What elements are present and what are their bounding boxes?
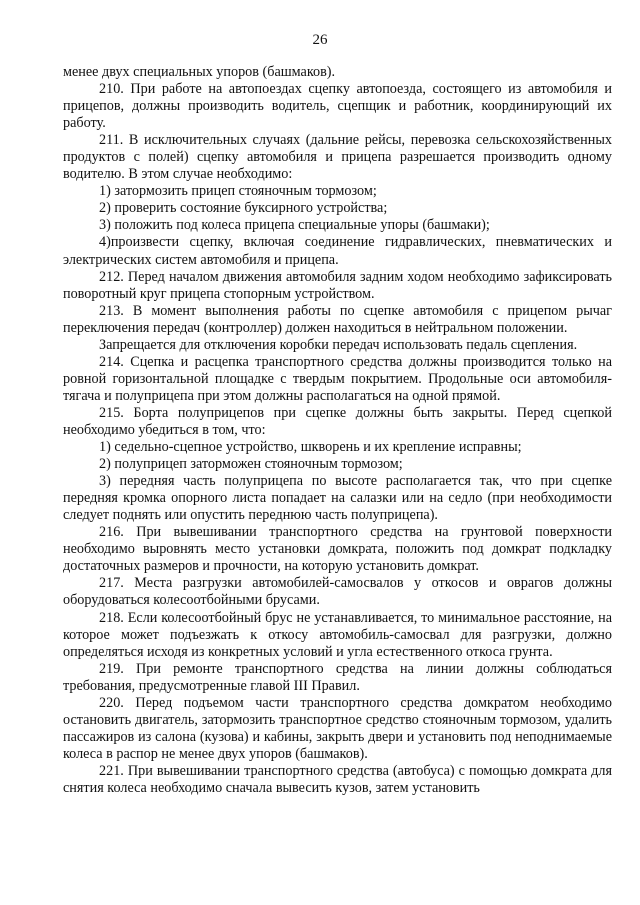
- list-item-215-2: 2) полуприцеп заторможен стояночным тормозом;: [99, 456, 403, 473]
- list-item-211-1: 1) затормозить прицеп стояночным тормозом;: [99, 183, 377, 200]
- paragraph-210: 210. При работе на автопоездах сцепку автопоезда, состоящего из автомобиля и прицепов, должны производить водитель, сцепщик и работник, координирующий их работу.: [63, 81, 612, 132]
- list-item-211-4: 4)произвести сцепку, включая соединение гидравлических, пневматических и электрических систем автомобиля и прицепа.: [63, 234, 612, 268]
- paragraph-218: 218. Если колесоотбойный брус не устанавливается, то минимальное расстояние, на которое может подъезжать к откосу автомобиль-самосвал для разгрузки, должно определяться исходя из конкретных условий и угла естественного откоса грунта.: [63, 609, 612, 660]
- document-body: [63, 64, 612, 797]
- paragraph-213: 213. В момент выполнения работы по сцепке автомобиля с прицепом рычаг переключения передач (контроллер) должен находиться в нейтральном положении.: [63, 302, 612, 336]
- list-item-215-1: 1) седельно-сцепное устройство, шкворень и их крепление исправны;: [99, 439, 522, 456]
- paragraph-215: 215. Борта полуприцепов при сцепке должны быть закрыты. Перед сцепкой необходимо убедиться в том, что:: [63, 404, 612, 438]
- paragraph-221: 221. При вывешивании транспортного средства (автобуса) с помощью домкрата для снятия колеса необходимо сначала вывесить кузов, затем установить: [63, 762, 612, 796]
- list-item-211-2: 2) проверить состояние буксирного устройства;: [99, 200, 388, 217]
- paragraph-220: 220. Перед подъемом части транспортного средства домкратом необходимо остановить двигатель, затормозить транспортное средство стояночным тормозом, удалить пассажиров из салона (кузова) и кабины, закрыть двери и установить под неподнимаемые колеса в распор не менее двух упоров (башмаков).: [63, 694, 612, 762]
- paragraph-211: 211. В исключительных случаях (дальние рейсы, перевозка сельскохозяйственных продуктов с полей) сцепку автомобиля и прицепа разрешается производить одному водителю. В этом случае необходимо:: [63, 132, 612, 183]
- paragraph-continuation: менее двух специальных упоров (башмаков).: [63, 64, 336, 80]
- paragraph-216: 216. При вывешивании транспортного средства на грунтовой поверхности необходимо выровнять место установки домкрата, положить под домкрат подкладку достаточных размеров и прочности, на которую установить домкрат.: [63, 524, 612, 575]
- paragraph-213-prohibition: Запрещается для отключения коробки передач использовать педаль сцепления.: [99, 336, 578, 353]
- paragraph-214: 214. Сцепка и расцепка транспортного средства должны производится только на ровной горизонтальной площадке с твердым покрытием. Продольные оси автомобиля-тягача и полуприцепа при этом должны располагаться на одной прямой.: [63, 353, 612, 404]
- list-item-211-3: 3) положить под колеса прицепа специальные упоры (башмаки);: [99, 217, 490, 234]
- paragraph-219: 219. При ремонте транспортного средства на линии должны соблюдаться требования, предусмотренные главой III Правил.: [63, 660, 612, 694]
- paragraph-217: 217. Места разгрузки автомобилей-самосвалов у откосов и оврагов должны оборудоваться колесоотбойными брусами.: [63, 575, 612, 609]
- paragraph-212: 212. Перед началом движения автомобиля задним ходом необходимо зафиксировать поворотный круг прицепа стопорным устройством.: [63, 268, 612, 302]
- list-item-215-3: 3) передняя часть полуприцепа по высоте располагается так, что при сцепке передняя кромка опорного листа попадает на салазки или на седло (при необходимости следует поднять или опустить переднюю часть полуприцепа).: [63, 473, 612, 524]
- page-number: 26: [312, 32, 328, 48]
